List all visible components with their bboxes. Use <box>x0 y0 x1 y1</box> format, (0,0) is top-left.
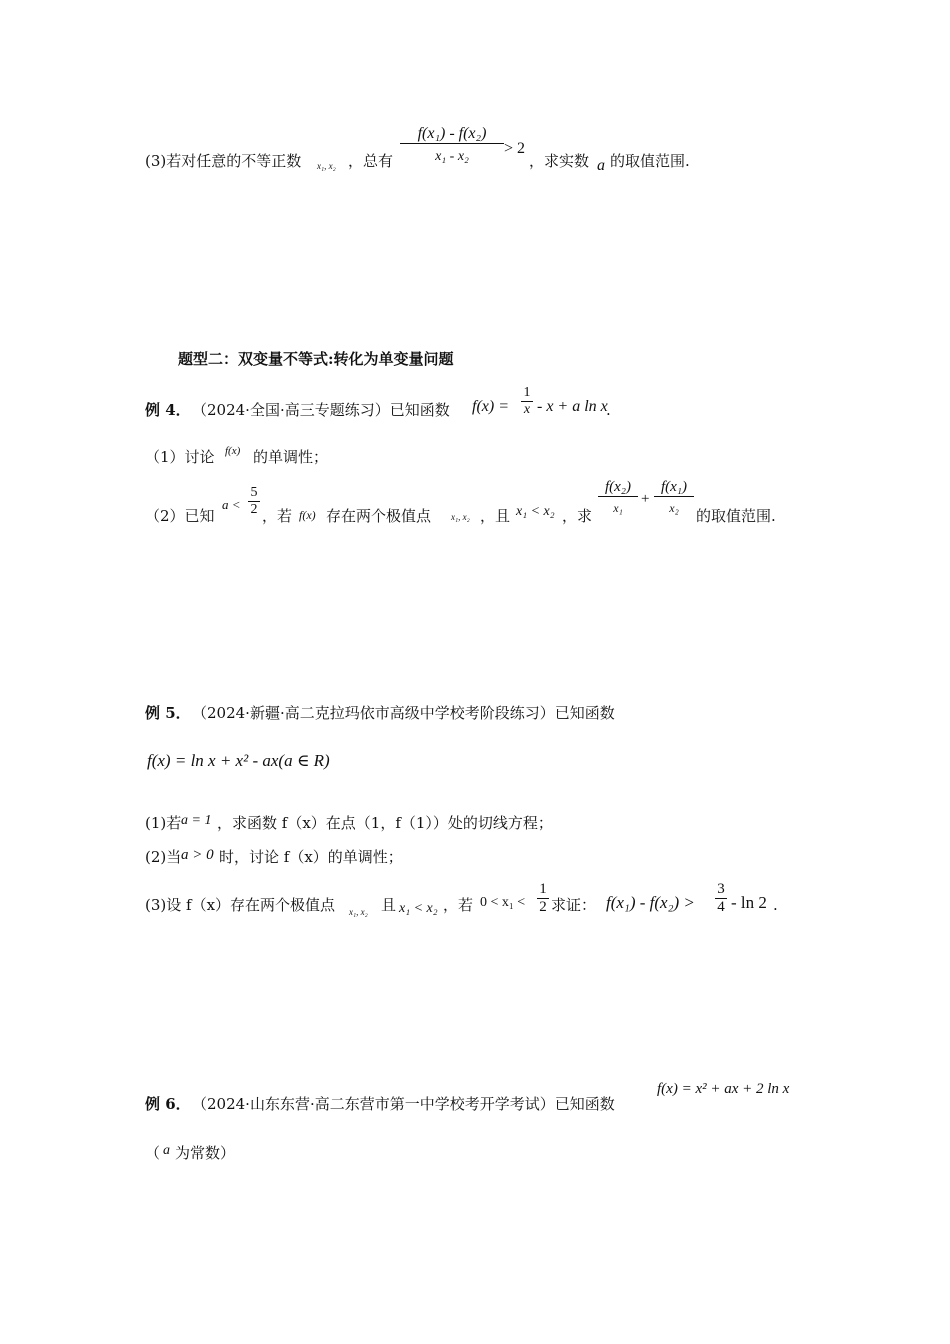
ex6-label: 例 6． <box>145 1095 191 1113</box>
ex4-p2-prefix: （2）已知 <box>145 507 215 525</box>
ex4-p2-cond-frac <box>248 486 260 517</box>
ex4-p2-vars: x₁, x₂ <box>451 512 470 522</box>
ex4-p2-frac1-num: f(x₂) <box>604 479 632 495</box>
ex4-func-frac-den: x <box>523 402 531 417</box>
q3-var-a: a <box>597 157 605 174</box>
ex4-func-lhs: f(x) = <box>472 398 509 415</box>
ex4-p2-func: f(x) <box>299 508 316 522</box>
q3-fraction <box>400 126 504 164</box>
ex4-func-frac-num: 1 <box>523 385 531 400</box>
ex4-period: . <box>606 401 611 419</box>
ex6-note-suffix: 为常数） <box>175 1144 236 1162</box>
q3-vars: x₁, x₂ <box>317 161 336 171</box>
q3-mid: ，总有 <box>348 152 394 170</box>
ex4-p2-mid2: 存在两个极值点 <box>326 507 432 525</box>
ex5-p1-prefix: (1)若 <box>145 814 182 832</box>
ex5-p3-ineq-rest: - ln 2 <box>731 893 767 912</box>
ex5-p3-ineq-lhs: f(x₁) - f(x₂) > <box>606 893 695 912</box>
ex5-p3-period: . <box>773 896 778 914</box>
ex4-label: 例 4． <box>145 401 191 419</box>
ex6-note-prefix: （ <box>145 1144 161 1162</box>
ex4-p2-mid1: ，若 <box>262 507 293 525</box>
ex5-source: （2024·新疆·高二克拉玛依市高级中学校考阶段练习）已知函数 <box>192 704 615 722</box>
ex5-p3-ineq-frac <box>715 882 727 915</box>
ex4-p2-frac2-bar <box>654 496 694 497</box>
ex4-p2-frac1-bar <box>598 496 638 497</box>
q3-frac-bar <box>400 143 504 144</box>
ex5-func: f(x) = ln x + x² - ax(a ∈ R) <box>147 751 330 770</box>
ex5-p3-mid1: 且 <box>381 896 397 914</box>
section-title: 题型二：双变量不等式:转化为单变量问题 <box>178 350 454 368</box>
ex5-p3-ineq-num: 3 <box>717 881 725 897</box>
ex5-p3-order: x₁ < x₂ <box>399 901 438 916</box>
ex5-p3-mid3: 求证： <box>551 896 597 914</box>
q3-suffix: ，求实数 <box>529 152 590 170</box>
ex4-p1-func: f(x) <box>225 445 241 457</box>
ex5-p2-prefix: (2)当 <box>145 848 182 866</box>
ex4-p1-prefix: （1）讨论 <box>145 448 215 466</box>
ex5-header <box>145 704 615 722</box>
ex4-p2-frac1 <box>598 480 638 514</box>
ex5-label: 例 5． <box>145 704 191 722</box>
ex4-func-rest: - x + a ln x <box>537 398 608 415</box>
ex5-p3-vars: x₁, x₂ <box>349 907 368 917</box>
q3-end: 的取值范围. <box>610 152 690 170</box>
ex5-p3-cond-frac <box>537 882 549 915</box>
ex4-p2-frac2 <box>654 480 694 514</box>
ex5-p2-suffix: 时，讨论 f（x）的单调性； <box>219 848 403 866</box>
ex4-source: （2024·全国·高三专题练习）已知函数 <box>192 401 450 419</box>
q3-prefix: (3)若对任意的不等正数 <box>145 152 302 170</box>
ex4-p2-order: x₁ < x₂ <box>516 504 555 519</box>
ex4-p2-frac1-den: x₁ <box>613 501 623 515</box>
ex4-func-frac <box>521 386 533 417</box>
ex4-p2-cond-lhs: a < <box>222 497 241 512</box>
ex6-func: f(x) = x² + ax + 2 ln x <box>657 1081 790 1097</box>
ex4-p2-frac2-num: f(x₁) <box>660 479 688 495</box>
ex6-source: （2024·山东东营·高二东营市第一中学校考开学考试）已知函数 <box>192 1095 615 1113</box>
q3-frac-den: x₁ - x₂ <box>435 149 469 164</box>
ex5-p3-cond-num: 1 <box>539 881 547 897</box>
ex5-p3-cond-lhs: 0 < x₁ < <box>480 895 526 910</box>
ex4-p2-cond-den: 2 <box>250 502 258 517</box>
q3-rhs: > 2 <box>504 140 526 157</box>
ex5-p3-ineq-den: 4 <box>717 899 725 915</box>
ex4-p1-suffix: 的单调性； <box>253 448 329 466</box>
ex6-note-var: a <box>163 1143 170 1158</box>
ex5-p3-mid2: ，若 <box>443 896 474 914</box>
ex5-p3-cond-den: 2 <box>539 899 547 915</box>
ex5-p1-suffix: ，求函数 f（x）在点（1，f（1））处的切线方程； <box>217 814 553 832</box>
ex4-p2-cond-num: 5 <box>250 485 258 500</box>
ex5-p1-cond: a = 1 <box>181 813 212 828</box>
ex5-p3-prefix: (3)设 f（x）存在两个极值点 <box>145 896 336 914</box>
ex4-p2-mid3: ，且 <box>480 507 511 525</box>
q3-frac-num: f(x₁) - f(x₂) <box>417 125 487 142</box>
ex5-p2-cond: a > 0 <box>181 847 214 863</box>
ex4-p2-frac2-den: x₂ <box>669 501 679 515</box>
ex4-p2-suffix: 的取值范围. <box>696 507 776 525</box>
ex4-p2-mid4: ，求 <box>562 507 593 525</box>
ex4-p2-plus: + <box>641 491 650 507</box>
